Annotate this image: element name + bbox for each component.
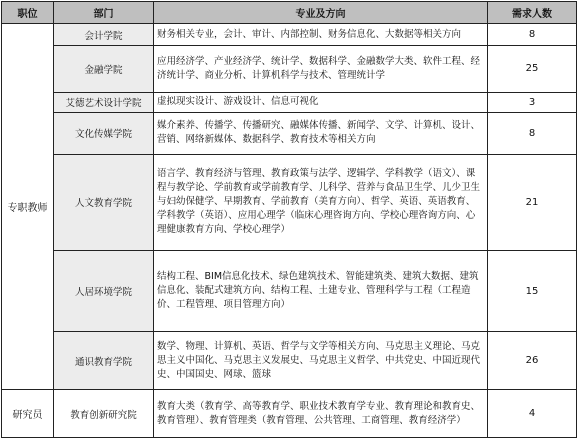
department-cell: 会计学院 [54, 24, 154, 46]
demand-cell: 25 [488, 46, 577, 92]
header-department: 部门 [54, 2, 154, 24]
table-row [2, 154, 577, 250]
table-header-row [2, 2, 577, 24]
major-cell: 财务相关专业，会计、审计、内部控制、财务信息化、大数据等相关方向 [154, 24, 488, 46]
header-major: 专业及方向 [154, 2, 488, 24]
demand-cell: 8 [488, 112, 577, 154]
department-cell: 教育创新研究院 [54, 390, 154, 438]
major-cell: 数学、物理、计算机、英语、哲学与文学等相关方向、马克思主义理论、马克思主义中国化、马克思主义发展史、马克思主义哲学、中共党史、中国近现代史、中国国史、网球、篮球 [154, 332, 488, 390]
department-cell: 通识教育学院 [54, 332, 154, 390]
major-cell: 结构工程、BIM信息化技术、绿色建筑技术、智能建筑类、建筑大数据、建筑信息化、装配式建筑方向、结构工程、土建专业、管理科学与工程（工程造价、工程管理、项目管理方向） [154, 251, 488, 332]
position-cell: 专职教师 [2, 24, 54, 390]
table-row [2, 112, 577, 154]
department-cell: 金融学院 [54, 46, 154, 92]
table-row [2, 390, 577, 438]
demand-cell: 4 [488, 390, 577, 438]
demand-cell: 21 [488, 154, 577, 250]
header-position: 职位 [2, 2, 54, 24]
header-demand: 需求人数 [488, 2, 577, 24]
department-cell: 人居环境学院 [54, 251, 154, 332]
demand-cell: 15 [488, 251, 577, 332]
demand-cell: 3 [488, 92, 577, 112]
department-cell: 艾德艺术设计学院 [54, 92, 154, 112]
table-row [2, 251, 577, 332]
table-row [2, 332, 577, 390]
demand-cell: 26 [488, 332, 577, 390]
major-cell: 语言学、教育经济与管理、教育政策与法学、逻辑学、学科教学（语文）、课程与教学论、学前教育或学前教育学、儿科学、营养与食品卫生学、儿少卫生与妇幼保健学、早期教育、学前教育（美育方向）、哲学、英语、英语教育、学科教学（英语）、应用心理学（临床心理咨询方向、学校心理咨询方向、心理健康教育方向、学校心理学） [154, 154, 488, 250]
department-cell: 文化传媒学院 [54, 112, 154, 154]
major-cell: 应用经济学、产业经济学、统计学、数据科学、金融数学大类、软件工程、经济统计学、商业分析、计算机科学与技术、管理统计学 [154, 46, 488, 92]
major-cell: 虚拟现实设计、游戏设计、信息可视化 [154, 92, 488, 112]
table-row [2, 92, 577, 112]
department-cell: 人文教育学院 [54, 154, 154, 250]
demand-cell: 8 [488, 24, 577, 46]
position-cell: 研究员 [2, 390, 54, 438]
table-row [2, 46, 577, 92]
major-cell: 教育大类（教育学、高等教育学、职业技术教育学专业、教育理论和教育史、教育管理）、教育管理类（教育管理、公共管理、工商管理、教育经济学） [154, 390, 488, 438]
table-row [2, 24, 577, 46]
recruitment-table [1, 1, 577, 438]
major-cell: 媒介素养、传播学、传播研究、融媒体传播、新闻学、文学、计算机、设计、营销、网络新媒体、数据科学、教育技术等相关方向 [154, 112, 488, 154]
